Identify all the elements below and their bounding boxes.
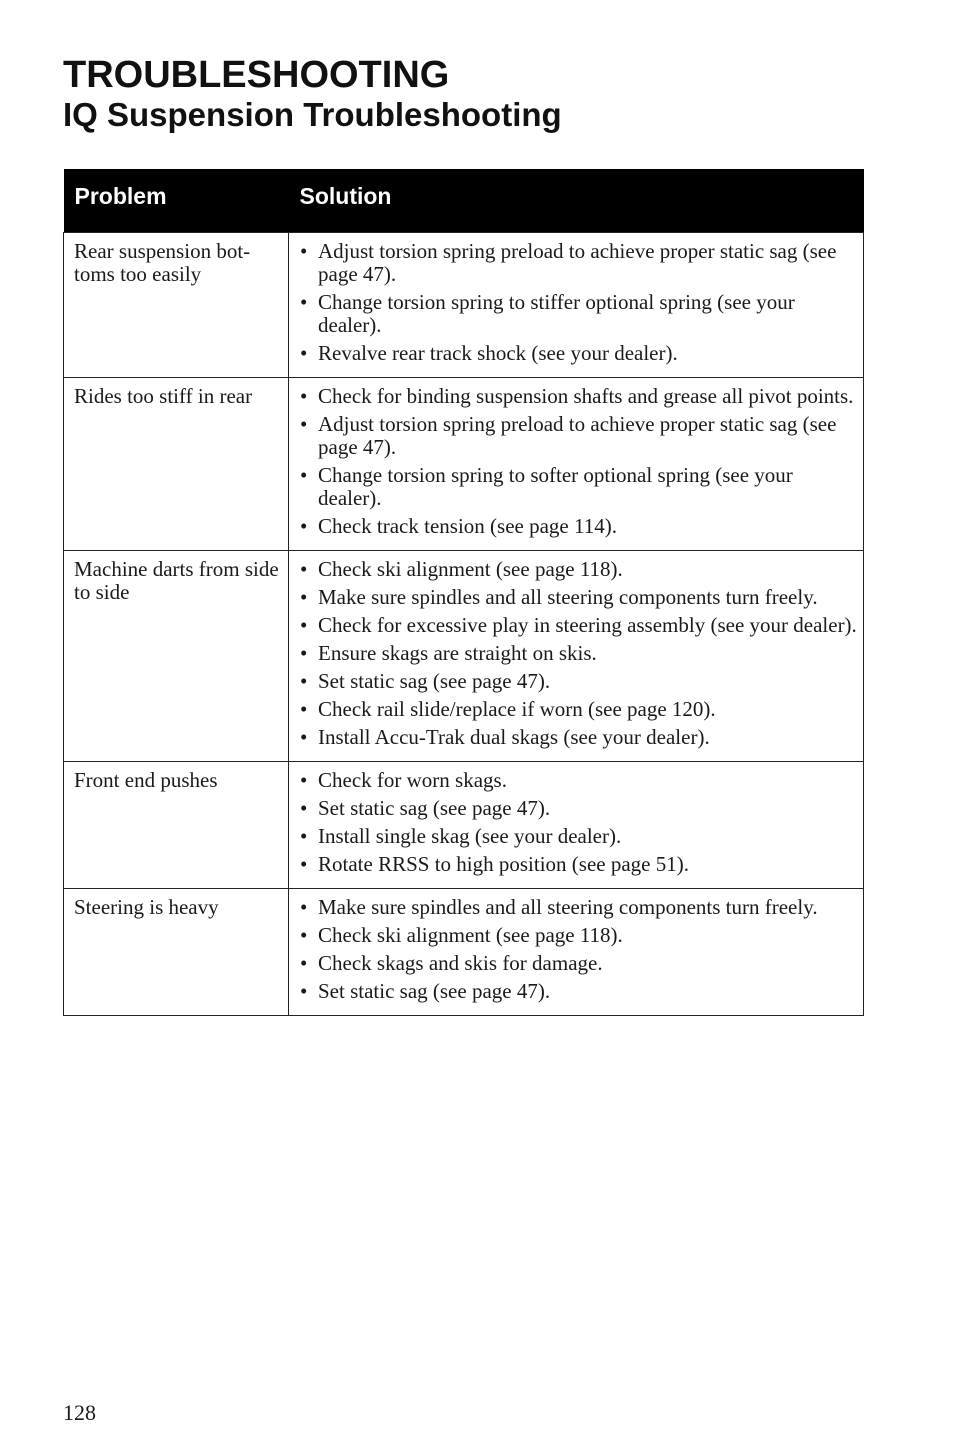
page-subtitle: IQ Suspension Troubleshooting (63, 96, 562, 133)
solution-list (299, 558, 857, 749)
solution-item: • Change torsion spring to softer optional spring (see your dealer). (299, 464, 857, 510)
solution-cell (289, 378, 864, 551)
solution-item: • Install Accu-Trak dual skags (see your dealer). (299, 726, 857, 749)
table-body (64, 233, 864, 1016)
solution-item: • Set static sag (see page 47). (299, 670, 857, 693)
solution-item: • Ensure skags are straight on skis. (299, 642, 857, 665)
solution-item: • Check ski alignment (see page 118). (299, 924, 857, 947)
problem-cell: Machine darts from side to side (64, 551, 289, 762)
troubleshooting-table (63, 169, 864, 1016)
table-row (64, 551, 864, 762)
solution-item: • Check for excessive play in steering assembly (see your dealer). (299, 614, 857, 637)
problem-cell: Front end pushes (64, 762, 289, 889)
solution-cell (289, 762, 864, 889)
solution-item: • Change torsion spring to stiffer optional spring (see your dealer). (299, 291, 857, 337)
solution-item: • Set static sag (see page 47). (299, 797, 857, 820)
solution-item: • Revalve rear track shock (see your dealer). (299, 342, 857, 365)
solution-item: • Install single skag (see your dealer). (299, 825, 857, 848)
solution-item: • Check track tension (see page 114). (299, 515, 857, 538)
solution-item: • Make sure spindles and all steering components turn freely. (299, 586, 857, 609)
solution-item: • Check for worn skags. (299, 769, 857, 792)
solution-item: • Set static sag (see page 47). (299, 980, 857, 1003)
page-title: TROUBLESHOOTING (63, 54, 450, 96)
solution-item: • Check rail slide/replace if worn (see page 120). (299, 698, 857, 721)
solution-item: • Adjust torsion spring preload to achieve proper static sag (see page 47). (299, 413, 857, 459)
table-row (64, 762, 864, 889)
solution-item: • Rotate RRSS to high position (see page 51). (299, 853, 857, 876)
column-header-problem: Problem (64, 169, 289, 233)
solution-item: • Check skags and skis for damage. (299, 952, 857, 975)
problem-cell: Rides too stiff in rear (64, 378, 289, 551)
solution-list (299, 769, 857, 876)
table-row (64, 889, 864, 1016)
solution-list (299, 385, 857, 538)
column-header-solution: Solution (289, 169, 864, 233)
problem-cell: Rear suspension bot-toms too easily (64, 233, 289, 378)
solution-list (299, 896, 857, 1003)
table-row (64, 378, 864, 551)
solution-cell (289, 889, 864, 1016)
problem-cell: Steering is heavy (64, 889, 289, 1016)
solution-cell (289, 233, 864, 378)
solution-item: • Check ski alignment (see page 118). (299, 558, 857, 581)
solution-cell (289, 551, 864, 762)
solution-item: • Check for binding suspension shafts and grease all pivot points. (299, 385, 857, 408)
table-header-row (64, 169, 864, 233)
solution-list (299, 240, 857, 365)
table-row (64, 233, 864, 378)
solution-item: • Adjust torsion spring preload to achieve proper static sag (see page 47). (299, 240, 857, 286)
page-number: 128 (63, 1400, 96, 1425)
solution-item: • Make sure spindles and all steering components turn freely. (299, 896, 857, 919)
